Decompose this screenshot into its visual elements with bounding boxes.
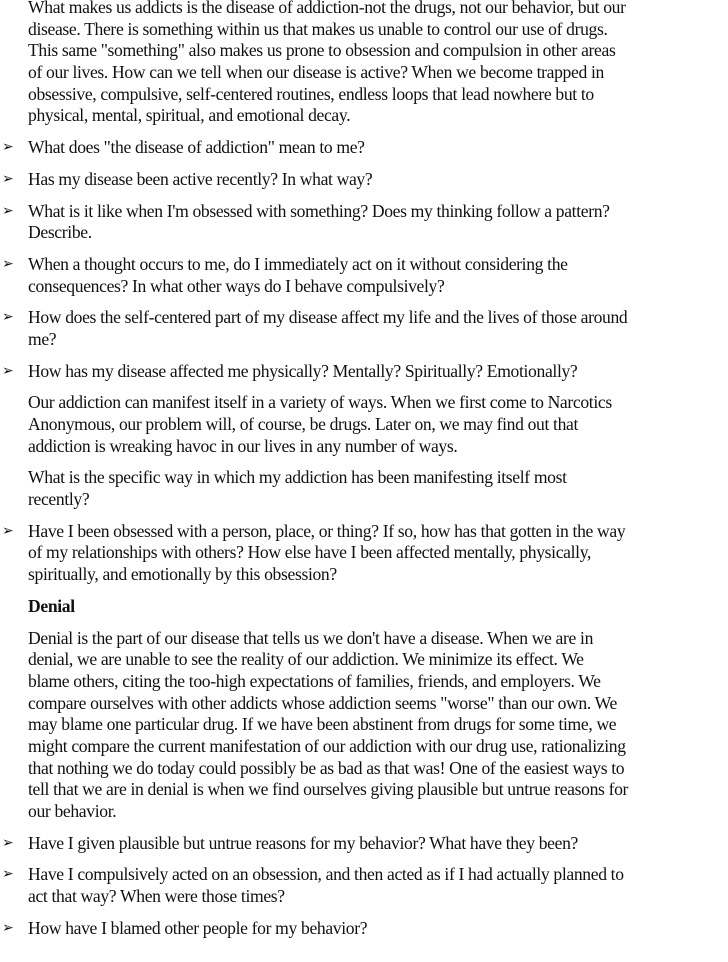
text-line: blame others, citing the too-high expectations of families, friends, and employers. We: [28, 670, 601, 691]
text-line: How has my disease affected me physically? Mentally? Spiritually? Emotionally?: [28, 360, 578, 381]
text-line: Have I compulsively acted on an obsession, and then acted as if I had actually planned to: [28, 864, 624, 885]
text-line: obsessive, compulsive, self-centered routines, endless loops that lead nowhere but to: [28, 83, 594, 104]
text-line: recently?: [28, 489, 90, 510]
text-line: What makes us addicts is the disease of addiction-not the drugs, not our behavior, but our: [28, 0, 626, 17]
paragraph: [0, 0, 728, 127]
text-line: When a thought occurs to me, do I immediately act on it without considering the: [28, 253, 568, 274]
arrow-bullet-icon: ➢: [2, 310, 14, 326]
text-line: Have I given plausible but untrue reasons for my behavior? What have they been?: [28, 832, 578, 853]
question-item: [0, 864, 728, 907]
question-item: [0, 254, 728, 297]
text-line: How have I blamed other people for my behavior?: [28, 917, 368, 938]
text-line: our behavior.: [28, 801, 117, 821]
text-line: may blame one particular drug. If we have been abstinent from drugs for some time, we: [28, 714, 617, 735]
text-line: How does the self-centered part of my disease affect my life and the lives of those around: [28, 307, 628, 328]
text-line: Denial: [28, 595, 75, 616]
text-line: This same "something" also makes us prone to obsession and compulsion in other areas: [28, 40, 616, 61]
arrow-bullet-icon: ➢: [2, 363, 14, 379]
text-line: spiritually, and emotionally by this obsession?: [28, 564, 337, 585]
question-item: [0, 201, 728, 244]
paragraph: [0, 392, 728, 457]
text-line: addiction is wreaking havoc in our lives in any number of ways.: [28, 435, 458, 456]
text-line: What is the specific way in which my addiction has been manifesting itself most: [28, 467, 567, 488]
question-item: [0, 521, 728, 586]
text-line: disease. There is something within us that makes us unable to control our use of drugs.: [28, 18, 608, 39]
text-line: What is it like when I'm obsessed with something? Does my thinking follow a pattern?: [28, 200, 610, 221]
question-item: [0, 833, 728, 855]
arrow-bullet-icon: ➢: [2, 203, 14, 219]
text-line: What does "the disease of addiction" mean to me?: [28, 137, 365, 158]
text-line: consequences? In what other ways do I behave compulsively?: [28, 275, 445, 296]
text-line: act that way? When were those times?: [28, 886, 285, 907]
question-item: [0, 169, 728, 191]
text-line: might compare the current manifestation of our addiction with our drug use, rationalizing: [28, 735, 626, 756]
text-line: physical, mental, spiritual, and emotional decay.: [28, 105, 351, 126]
text-line: Has my disease been active recently? In what way?: [28, 168, 373, 189]
arrow-bullet-icon: ➢: [2, 171, 14, 187]
paragraph: [0, 467, 728, 510]
question-item: [0, 918, 728, 940]
text-line: denial, we are unable to see the reality of our addiction. We minimize its effect. We: [28, 649, 584, 670]
text-line: of our lives. How can we tell when our disease is active? When we become trapped in: [28, 62, 604, 83]
arrow-bullet-icon: ➢: [2, 256, 14, 272]
arrow-bullet-icon: ➢: [2, 920, 14, 936]
arrow-bullet-icon: ➢: [2, 835, 14, 851]
text-line: Denial is the part of our disease that tells us we don't have a disease. When we are in: [28, 627, 594, 648]
text-line: Have I been obsessed with a person, place, or thing? If so, how has that gotten in the way: [28, 520, 626, 541]
question-item: [0, 361, 728, 383]
question-item: [0, 137, 728, 159]
arrow-bullet-icon: ➢: [2, 140, 14, 156]
paragraph: [0, 628, 728, 823]
arrow-bullet-icon: ➢: [2, 523, 14, 539]
text-line: me?: [28, 328, 57, 349]
text-line: that nothing we do today could possibly be as bad as that was! One of the easiest ways to: [28, 757, 625, 778]
text-line: compare ourselves with other addicts whose addiction seems "worse" than our own. We: [28, 692, 617, 713]
text-line: of my relationships with others? How else have I been affected mentally, physically,: [28, 542, 592, 563]
question-item: [0, 307, 728, 350]
text-line: tell that we are in denial is when we find ourselves giving plausible but untrue reasons for: [28, 779, 629, 800]
text-line: Anonymous, our problem will, of course, be drugs. Later on, we may find out that: [28, 414, 579, 434]
arrow-bullet-icon: ➢: [2, 867, 14, 883]
text-line: Describe.: [28, 222, 92, 243]
section-heading: [0, 596, 728, 618]
text-line: Our addiction can manifest itself in a variety of ways. When we first come to Narcotics: [28, 392, 612, 413]
